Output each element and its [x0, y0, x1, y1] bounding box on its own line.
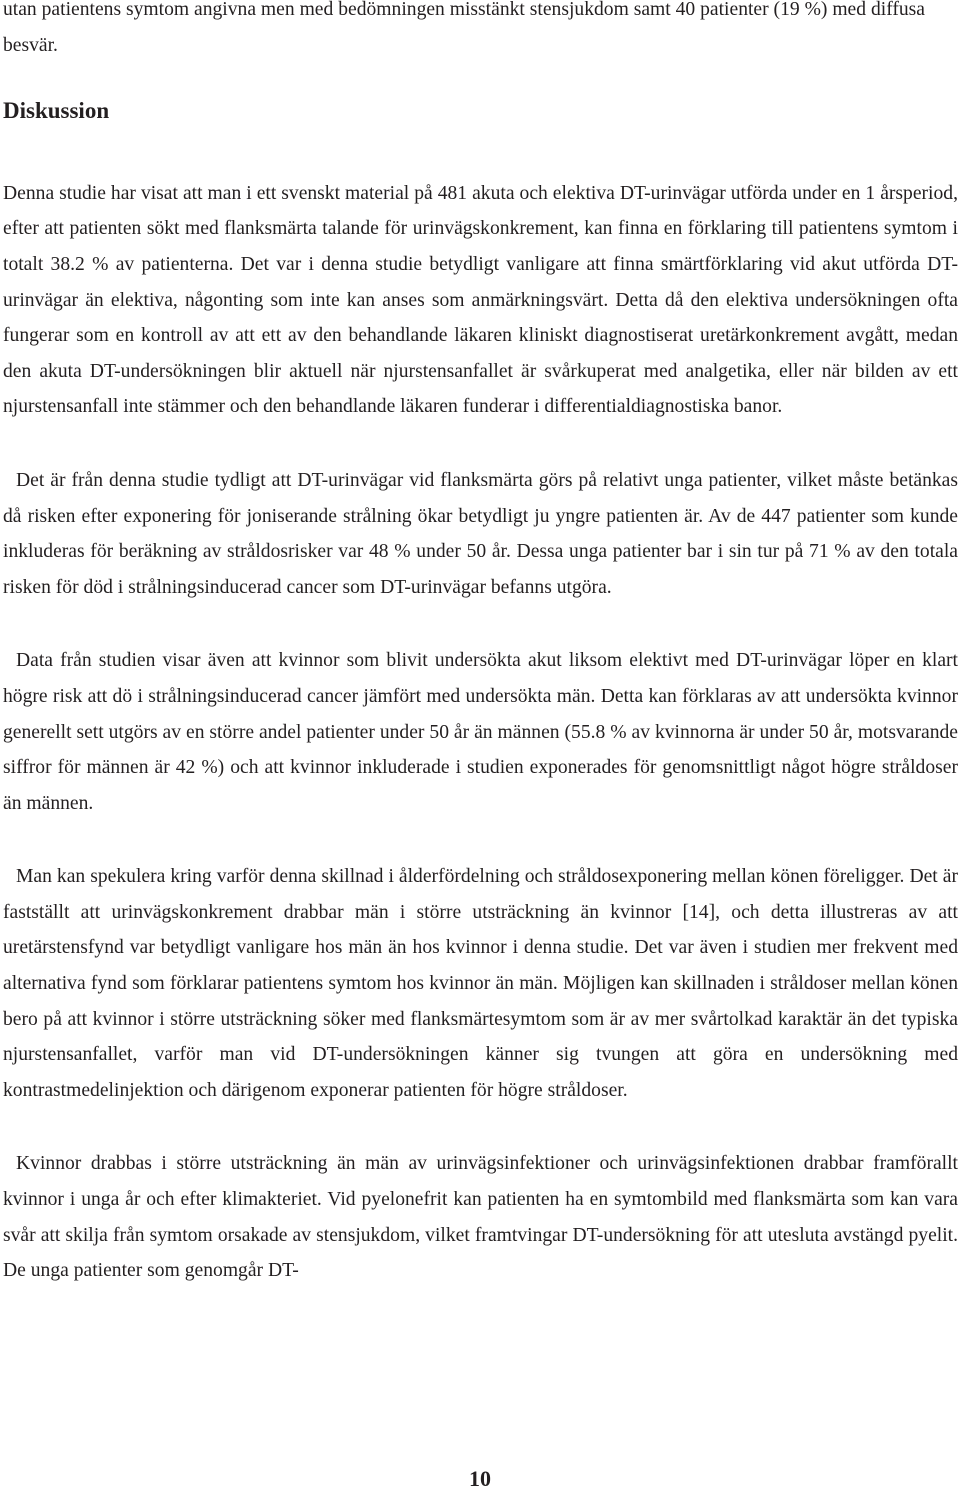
paragraph: Data från studien visar även att kvinnor som blivit undersökta akut liksom elektivt med DT-urinvägar löper en klart högre risk att dö i strålningsinducerad cancer jämfört med undersökta män. Detta kan förklaras av att undersökta kvinnor generellt sett utgörs av en större andel patienter under 50 år än männen (55.8 % av kvinnorna är under 50 år, motsvarande siffror för männen är 42 %) och att kvinnor inkluderade i studien exponerades för genomsnittligt något högre stråldoser än männen. — [3, 650, 958, 814]
paragraph: Man kan spekulera kring varför denna skillnad i ålderfördelning och stråldosexponering mellan könen föreligger. Det är fastställt att urinvägskonkrement drabbar män i större utsträckning än kvinnor [14], och detta illustreras av att uretärstensfynd var betydligt vanligare hos män än hos kvinnor i denna studie. Det var även i studien mer frekvent med alternativa fynd som förklarar patientens symtom hos kvinnor än män. Möjligen kan skillnaden i stråldoser mellan könen bero på att kvinnor i större utsträckning söker med flanksmärtesymtom som är av mer svårtolkad karaktär än det typiska njurstensanfallet, varför man vid DT-undersökningen känner sig tvungen att göra en undersökning med kontrastmedelinjektion och därigenom exponerar patienten för högre stråldoser. — [3, 866, 958, 1101]
paragraph: Kvinnor drabbas i större utsträckning än män av urinvägsinfektioner och urinvägsinfektionen drabbar framförallt kvinnor i unga år och efter klimakteriet. Vid pyelonefrit kan patienten ha en symtombild med flanksmärta som kan vara svår att skilja från symtom orsakade av stensjukdom, vilket framtvingar DT-undersökning för att utesluta avstängd pyelit. De unga patienter som genomgår DT- — [3, 1153, 958, 1282]
continued-text: utan patientens symtom angivna men med bedömningen misstänkt stensjukdom samt 40 patienter (19 %) med diffusa besvär. — [3, 0, 926, 56]
paragraph: Det är från denna studie tydligt att DT-urinvägar vid flanksmärta görs på relativt unga patienter, vilket måste betänkas då risken efter exponering för joniserande strålning ökar betydligt ju yngre patienten är. Av de 447 patienter som kunde inkluderas för beräkning av stråldosrisker var 48 % under 50 år. Dessa unga patienter bar i sin tur på 71 % av den totala risken för död i strålningsinducerad cancer som DT-urinvägar befanns utgöra. — [3, 469, 958, 598]
page-number: 10 — [469, 1466, 491, 1491]
section-heading: Diskussion — [3, 98, 110, 124]
paragraph: Denna studie har visat att man i ett svenskt material på 481 akuta och elektiva DT-urinvägar utförda under en 1 årsperiod, efter att patienten sökt med flanksmärta talande för urinvägskonkrement, kan finna en förklaring till patientens symtom i totalt 38.2 % av patienterna. Det var i denna studie betydligt vanligare att finna smärtförklaring vid akut utförda DT-urinvägar än elektiva, någonting som inte kan anses som anmärkningsvärt. Detta då den elektiva undersökningen ofta fungerar som en kontroll av att ett av den behandlande läkaren kliniskt diagnostiserat uretärkonkrement avgått, medan den akuta DT-undersökningen blir aktuell när njurstensanfallet är svårkuperat med analgetika, eller när bilden av ett njurstensanfall inte stämmer och den behandlande läkaren funderar i differentialdiagnostiska banor. — [3, 182, 958, 418]
